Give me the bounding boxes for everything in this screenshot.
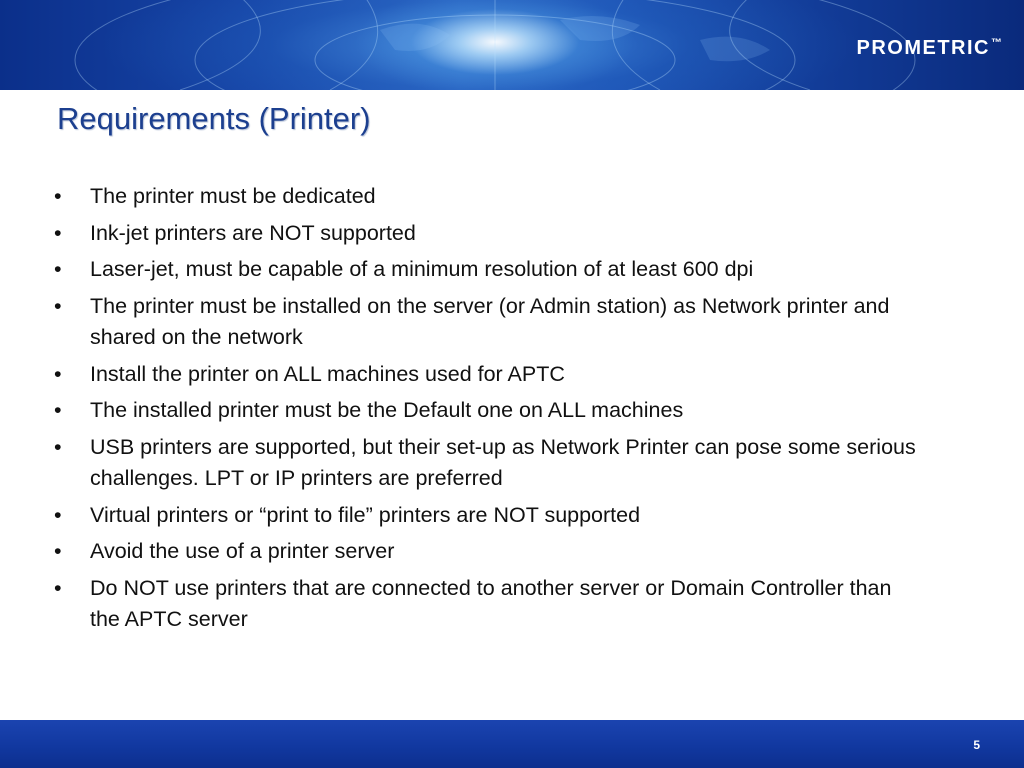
bullet-marker: • <box>54 575 62 600</box>
bullet-text: Ink-jet printers are NOT supported <box>90 220 416 245</box>
bullet-text: Avoid the use of a printer server <box>90 539 395 563</box>
bullet-marker: • <box>54 184 62 208</box>
logo-trademark: ™ <box>991 37 1002 49</box>
bullet-text: The printer must be installed on the server (or Admin station) as Network printer and shared on the network <box>90 293 890 349</box>
slide-title: Requirements (Printer) <box>57 101 371 136</box>
bullet-marker: • <box>54 539 62 563</box>
bullet-list <box>52 181 922 641</box>
bullet-text: Install the printer on ALL machines used for APTC <box>90 361 565 386</box>
bullet-marker: • <box>54 398 62 422</box>
prometric-logo <box>857 37 1003 60</box>
bullet-marker: • <box>54 293 62 318</box>
bullet-marker: • <box>54 502 62 527</box>
bullet-item <box>52 291 922 354</box>
bullet-text: The installed printer must be the Default one on ALL machines <box>90 398 684 422</box>
bullet-marker: • <box>54 220 62 245</box>
bullet-text: Virtual printers or “print to file” printers are NOT supported <box>90 502 641 527</box>
bullet-item <box>52 536 922 568</box>
bullet-text: Do NOT use printers that are connected to another server or Domain Controller than the APTC server <box>90 575 892 631</box>
logo-text: PROMETRIC <box>856 37 990 59</box>
page-number: 5 <box>973 738 980 752</box>
bullet-item <box>52 500 922 532</box>
bullet-text: The printer must be dedicated <box>90 184 376 208</box>
bullet-item <box>52 432 922 495</box>
bullet-text: USB printers are supported, but their set-up as Network Printer can pose some serious challenges. LPT or IP printers are preferred <box>90 434 916 490</box>
footer-bar <box>0 720 1024 768</box>
bullet-item <box>52 181 922 213</box>
bullet-item <box>52 359 922 391</box>
bullet-marker: • <box>54 257 62 281</box>
bullet-item <box>52 395 922 427</box>
bullet-item <box>52 254 922 286</box>
bullet-item <box>52 218 922 250</box>
header-banner <box>0 0 1024 90</box>
bullet-text: Laser-jet, must be capable of a minimum resolution of at least 600 dpi <box>90 257 754 281</box>
bullet-marker: • <box>54 361 62 386</box>
bullet-marker: • <box>54 434 62 459</box>
bullet-item <box>52 573 922 636</box>
